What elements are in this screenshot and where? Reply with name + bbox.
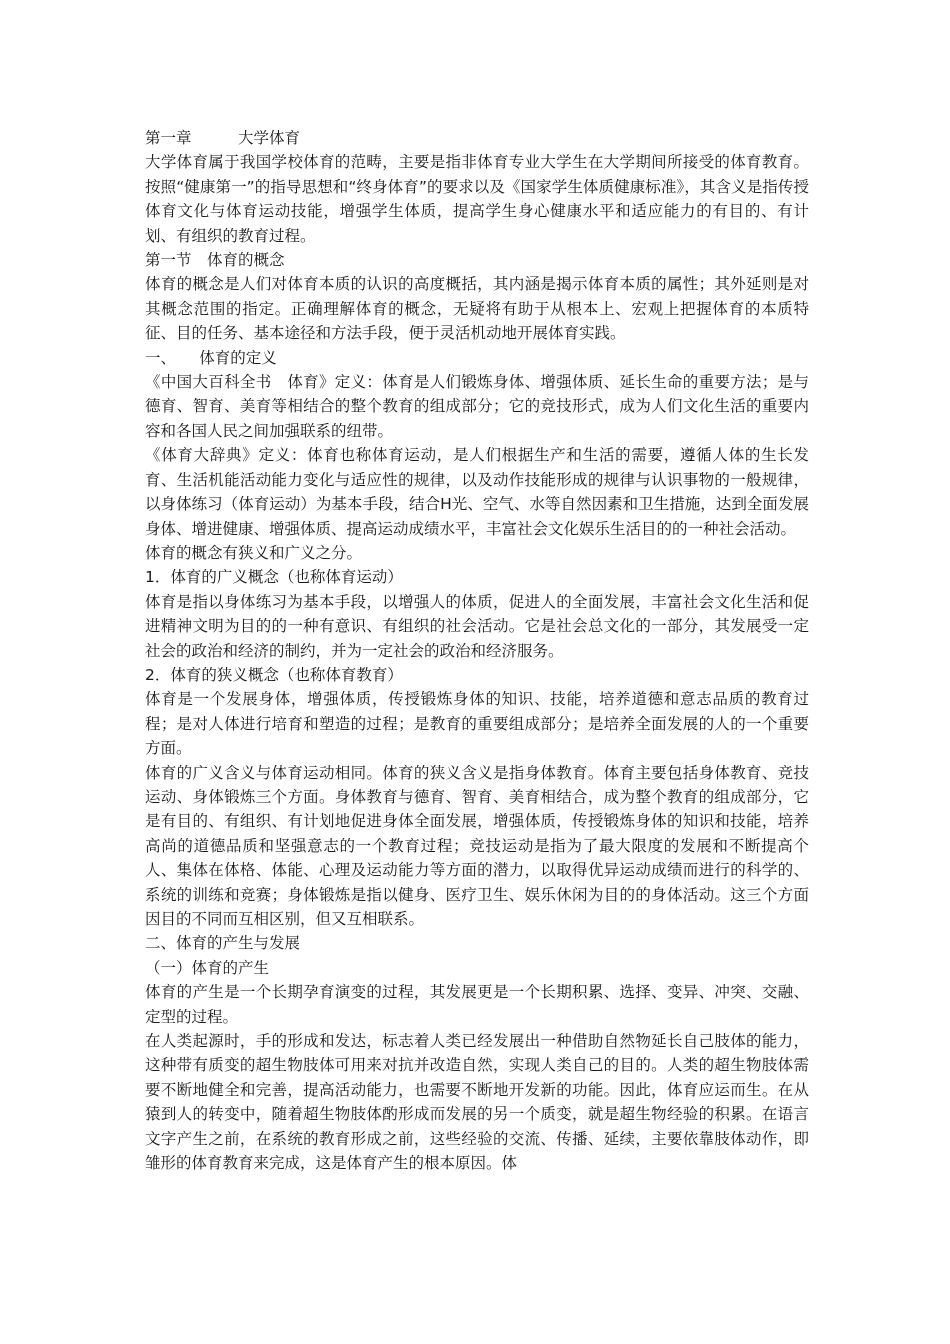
- item-title-broad: 1．体育的广义概念（也称体育运动）: [145, 568, 403, 587]
- subsubsection-title-origin: （一）体育的产生: [145, 958, 270, 977]
- paragraph-narrow: 体育是一个发展身体，增强体质，传授锻炼身体的知识、技能，培养道德和意志品质的教育过程；是对人体进行培育和塑造的过程；是教育的重要组成部分；是培养全面发展的人的一个重要方面。: [145, 690, 809, 758]
- paragraph-origin: 体育的产生是一个长期孕育演变的过程，其发展更是一个长期积累、选择、变异、冲突、交融、定型的过程。: [145, 983, 809, 1026]
- section-title: 第一节 体育的概念: [145, 251, 285, 270]
- subsection-title-definition: 一、 体育的定义: [145, 348, 277, 367]
- paragraph-summary: 体育的广义含义与体育运动相同。体育的狭义含义是指身体教育。体育主要包括身体教育、竞技运动、身体锻炼三个方面。身体教育与德育、智育、美育相结合，成为整个教育的组成部分，它是有目的、有组织、有计划地促进身体全面发展，增强体质，传授锻炼身体的知识和技能，培养高尚的道德品质和坚强意志的一个教育过程；竞技运动是指为了最大限度的发展和不断提高个人、集体在体格、体能、心理及运动能力等方面的潜力，以取得优异运动成绩而进行的科学的、系统的训练和竞赛；身体锻炼是指以健身、医疗卫生、娱乐休闲为目的的身体活动。这三个方面因目的不同而互相区别，但又互相联系。: [145, 763, 809, 928]
- paragraph-broad: 体育是指以身体练习为基本手段，以增强人的体质，促进人的全面发展，丰富社会文化生活和促进精神文明为目的的一种有意识、有组织的社会活动。它是社会总文化的一部分，其发展受一定社会的政治和经济的制约，并为一定社会的政治和经济服务。: [145, 592, 809, 660]
- chapter-title: 第一章 大学体育: [145, 129, 301, 147]
- document-body: [145, 126, 809, 1175]
- paragraph-intro: 大学体育属于我国学校体育的范畴，主要是指非体育专业大学生在大学期间所接受的体育教育。按照“健康第一”的指导思想和“终身体育”的要求以及《国家学生体质健康标准》，其含义是指传授体育文化与体育运动技能，增强学生体质，提高学生身心健康水平和适应能力的有目的、有计划、有组织的教育过程。: [145, 153, 809, 245]
- paragraph-definition-encyclopedia: 《中国大百科全书 体育》定义：体育是人们锻炼身体、增强体质、延长生命的重要方法；是与德育、智育、美育等相结合的整个教育的组成部分；它的竞技形式，成为人们文化生活的重要内容和各国人民之间加强联系的纽带。: [145, 373, 809, 440]
- subsection-title-origin: 二、体育的产生与发展: [145, 934, 301, 953]
- paragraph-concept: 体育的概念是人们对体育本质的认识的高度概括，其内涵是揭示体育本质的属性；其外延则是对其概念范围的指定。正确理解体育的概念，无疑将有助于从根本上、宏观上把握体育的本质特征、目的任务、基本途径和方法手段，便于灵活机动地开展体育实践。: [145, 275, 809, 343]
- paragraph-definition-dictionary: 《体育大辞典》定义：体育也称体育运动，是人们根据生产和生活的需要，遵循人体的生长发育、生活机能活动能力变化与适应性的规律，以及动作技能形成的规律与认识事物的一般规律，以身体练习（体育运动）为基本手段，结合H光、空气、水等自然因素和卫生措施，达到全面发展身体、增进健康、增强体质、提高运动成绩水平，丰富社会文化娱乐生活目的的一种社会活动。: [145, 446, 809, 538]
- paragraph-origin-detail: 在人类起源时，手的形成和发达，标志着人类已经发展出一种借助自然物延长自己肢体的能力，这种带有质变的超生物肢体可用来对抗并改造自然，实现人类自己的目的。人类的超生物肢体需要不断地健全和完善，提高活动能力，也需要不断地开发新的功能。因此，体育应运而生。在从猿到人的转变中，随着超生物肢体酌形成而发展的另一个质变，就是超生物经验的积累。在语言文字产生之前，在系统的教育形成之前，这些经验的交流、传播、延续，主要依靠肢体动作，即雏形的体育教育来完成，这是体育产生的根本原因。体: [145, 1032, 809, 1173]
- paragraph-broad-narrow: 体育的概念有狭义和广义之分。: [145, 543, 363, 562]
- item-title-narrow: 2．体育的狭义概念（也称体育教育）: [145, 665, 403, 684]
